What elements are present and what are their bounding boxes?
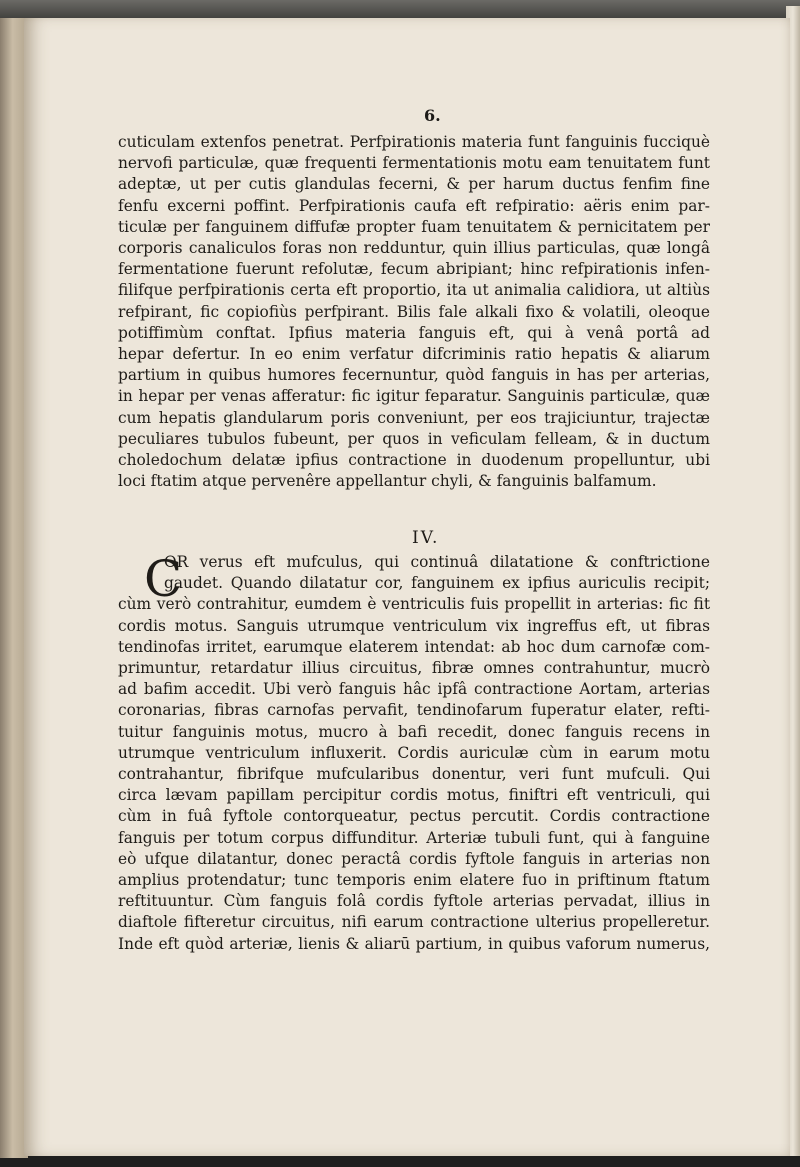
- text-line: corporis canaliculos foras non redduntur, quin illius particulas, quæ longâ: [118, 239, 710, 258]
- text-line: potiffimùm conftat. Ipfius materia fanguis eft, qui à venâ portâ ad: [118, 323, 710, 342]
- text-line: cuticulam extenfos penetrat. Perfpirationis materia funt fanguinis fucciquè: [118, 133, 710, 151]
- text-line: cùm verò contrahitur, eumdem è ventriculis fuis propellit in arterias: fic fit: [118, 595, 710, 614]
- text-line: Inde eft quòd arteriæ, lienis & aliarū partium, in quibus vaforum numerus,: [118, 934, 710, 953]
- text-line: contrahantur, fibrifque mufcularibus donentur, veri funt mufculi. Qui: [118, 765, 710, 784]
- text-line: peculiares tubulos fubeunt, per quos in veficulam felleam, & in ductum: [118, 429, 710, 448]
- text-line: refpirant, fic copiofiùs perfpirant. Bilis fale alkali fixo & volatili, oleoque: [118, 302, 710, 321]
- text-line: utrumque ventriculum influxerit. Cordis auriculæ cùm in earum motu: [118, 743, 710, 762]
- text-line: fanguis per totum corpus diffunditur. Arteriæ tubuli funt, qui à fanguine: [118, 828, 710, 847]
- section-heading: IV.: [412, 528, 440, 548]
- text-line: circa lævam papillam percipitur cordis motus, finiftri eft ventriculi, qui: [118, 786, 710, 805]
- text-line: fermentatione fuerunt refolutæ, fecum abripiant; hinc refpirationis infen-: [118, 260, 710, 279]
- text-line: amplius protendatur; tunc temporis enim elatere fuo in priftinum ftatum: [118, 871, 710, 890]
- text-line: OR verus eft mufculus, qui continuâ dilatatione & conftrictione: [164, 553, 710, 571]
- text-line: hepar defertur. In eo enim verfatur difcriminis ratio hepatis & aliarum: [118, 345, 710, 364]
- paragraph-perspiration-bile: [118, 132, 710, 492]
- text-line: gaudet. Quando dilatatur cor, fanguinem ex ipfius auriculis recipit;: [164, 574, 710, 593]
- text-line: cum hepatis glandularum poris conveniunt, per eos trajiciuntur, trajectæ: [118, 408, 710, 427]
- page-number: 6.: [424, 106, 441, 125]
- text-line: in hepar per venas afferatur: fic igitur feparatur. Sanguinis particulæ, quæ: [118, 387, 710, 406]
- text-line: choledochum delatæ ipfius contractione in duodenum propelluntur, ubi: [118, 451, 710, 470]
- text-line: cùm in fuâ fyftole contorqueatur, pectus percutit. Cordis contractione: [118, 807, 710, 826]
- text-line: loci ftatim atque pervenêre appellantur chyli, & fanguinis balfamum.: [118, 472, 657, 491]
- text-line: fenfu excerni poffint. Perfpirationis caufa eft refpiratio: aëris enim par-: [118, 196, 710, 215]
- text-line: tendinofas irritet, earumque elaterem intendat: ab hoc dum carnofæ com-: [118, 637, 710, 656]
- text-line: tuitur fanguinis motus, mucro à bafi recedit, donec fanguis recens in: [118, 722, 710, 741]
- text-line: nervofi particulæ, quæ frequenti fermentationis motu eam tenuitatem funt: [118, 154, 710, 173]
- text-line: adeptæ, ut per cutis glandulas fecerni, & per harum ductus fenfim fine: [118, 175, 710, 194]
- text-line: cordis motus. Sanguis utrumque ventriculum vix ingreffus eft, ut fibras: [118, 616, 710, 635]
- text-line: ad bafim accedit. Ubi verò fanguis hâc ipfâ contractione Aortam, arterias: [118, 680, 710, 699]
- text-line: filifque perfpirationis certa eft proportio, ita ut animalia calidiora, ut altiùs: [118, 281, 710, 300]
- text-line: primuntur, retardatur illius circuitus, fibræ omnes contrahuntur, mucrò: [118, 659, 710, 678]
- text-line: reftituuntur. Cùm fanguis folâ cordis fyftole arterias pervadat, illius in: [118, 892, 710, 911]
- drop-cap: C: [144, 550, 183, 608]
- text-line: eò ufque dilatantur, donec peractâ cordis fyftole fanguis in arterias non: [118, 849, 710, 868]
- text-line: coronarias, fibras carnofas pervafit, tendinofarum fuperatur elater, refti-: [118, 701, 710, 720]
- text-line: ticulæ per fanguinem diffufæ propter fuam tenuitatem & pernicitatem per: [118, 217, 710, 236]
- text-line: diaftole fifteretur circuitus, nifi earum contractione ulterius propelleretur.: [118, 913, 710, 932]
- text-line: partium in quibus humores fecernuntur, quòd fanguis in has per arterias,: [118, 366, 710, 385]
- paragraph-heart: [118, 552, 710, 955]
